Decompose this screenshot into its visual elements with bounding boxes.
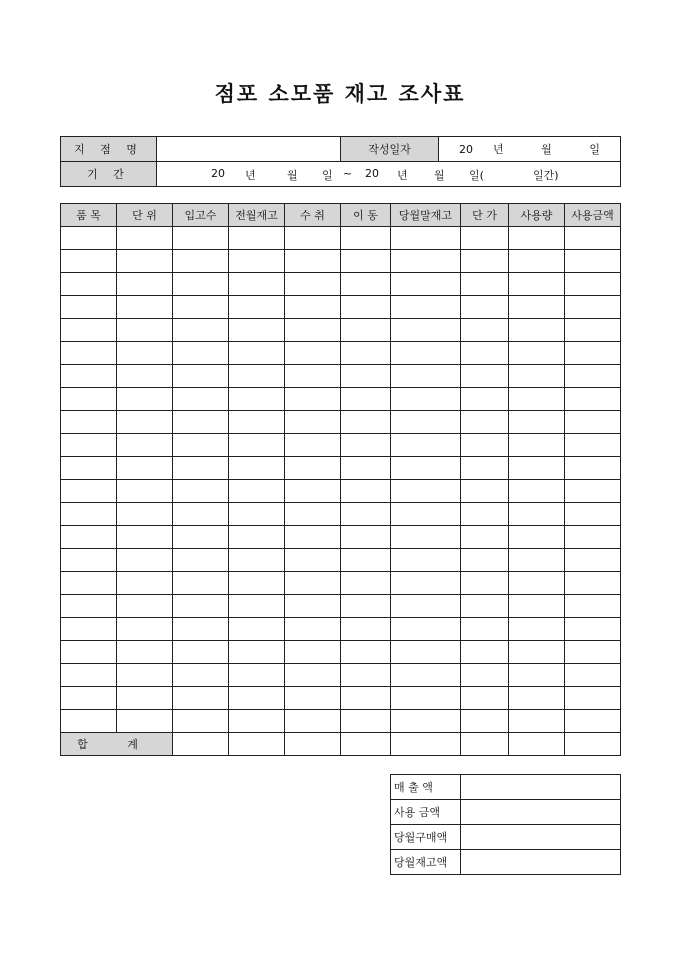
table-cell[interactable]	[461, 296, 509, 319]
table-cell[interactable]	[285, 250, 341, 273]
table-row	[61, 342, 621, 365]
table-cell[interactable]	[565, 526, 621, 549]
table-cell[interactable]	[341, 434, 391, 457]
table-cell[interactable]	[509, 503, 565, 526]
total-cell[interactable]	[341, 733, 391, 756]
table-cell[interactable]	[173, 710, 229, 733]
table-cell[interactable]	[341, 618, 391, 641]
table-cell[interactable]	[173, 549, 229, 572]
table-cell[interactable]	[117, 342, 173, 365]
table-cell[interactable]	[461, 342, 509, 365]
table-cell[interactable]	[229, 250, 285, 273]
table-cell[interactable]	[509, 687, 565, 710]
table-cell[interactable]	[229, 365, 285, 388]
table-cell[interactable]	[461, 388, 509, 411]
period-end-year-unit: 년	[397, 169, 408, 182]
table-cell[interactable]	[229, 342, 285, 365]
table-row	[61, 641, 621, 664]
table-cell[interactable]	[117, 664, 173, 687]
table-cell[interactable]	[173, 296, 229, 319]
table-cell[interactable]	[229, 572, 285, 595]
table-cell[interactable]	[509, 595, 565, 618]
table-cell[interactable]	[285, 710, 341, 733]
table-cell[interactable]	[391, 365, 461, 388]
table-row	[61, 388, 621, 411]
table-cell[interactable]	[341, 273, 391, 296]
summary-row	[391, 825, 621, 850]
table-row	[61, 411, 621, 434]
table-cell[interactable]	[117, 388, 173, 411]
table-cell[interactable]	[391, 457, 461, 480]
table-cell[interactable]	[461, 526, 509, 549]
table-cell[interactable]	[117, 273, 173, 296]
table-cell[interactable]	[391, 549, 461, 572]
table-cell[interactable]	[285, 664, 341, 687]
table-cell[interactable]	[173, 687, 229, 710]
table-cell[interactable]	[565, 273, 621, 296]
branch-field[interactable]	[157, 137, 341, 162]
table-cell[interactable]	[461, 664, 509, 687]
table-cell[interactable]	[173, 250, 229, 273]
table-cell[interactable]	[285, 227, 341, 250]
table-cell[interactable]	[285, 365, 341, 388]
table-row	[61, 572, 621, 595]
table-cell[interactable]	[509, 227, 565, 250]
table-row	[61, 273, 621, 296]
table-cell[interactable]	[229, 296, 285, 319]
table-cell[interactable]	[509, 388, 565, 411]
table-cell[interactable]	[117, 411, 173, 434]
table-cell[interactable]	[229, 388, 285, 411]
table-cell[interactable]	[391, 664, 461, 687]
table-cell[interactable]	[391, 296, 461, 319]
table-cell[interactable]	[117, 434, 173, 457]
table-cell[interactable]	[391, 503, 461, 526]
table-cell[interactable]	[391, 342, 461, 365]
period-field[interactable]	[157, 162, 621, 187]
table-cell[interactable]	[341, 526, 391, 549]
table-cell[interactable]	[173, 342, 229, 365]
table-cell[interactable]	[61, 687, 117, 710]
total-cell[interactable]	[285, 733, 341, 756]
table-cell[interactable]	[509, 710, 565, 733]
summary-row	[391, 850, 621, 875]
table-cell[interactable]	[61, 365, 117, 388]
table-cell[interactable]	[509, 342, 565, 365]
column-header: 이 동	[341, 204, 391, 227]
table-cell[interactable]	[341, 227, 391, 250]
page-title: 점포 소모품 재고 조사표	[214, 81, 466, 106]
branch-label: 지 점 명	[61, 137, 157, 162]
table-cell[interactable]	[117, 227, 173, 250]
table-cell[interactable]	[61, 526, 117, 549]
summary-value[interactable]	[461, 825, 621, 850]
table-cell[interactable]	[173, 434, 229, 457]
table-cell[interactable]	[461, 549, 509, 572]
table-cell[interactable]	[391, 411, 461, 434]
table-cell[interactable]	[565, 641, 621, 664]
table-cell[interactable]	[229, 549, 285, 572]
table-cell[interactable]	[341, 503, 391, 526]
table-cell[interactable]	[509, 480, 565, 503]
total-row	[61, 733, 621, 756]
table-header-row	[61, 204, 621, 227]
table-cell[interactable]	[285, 319, 341, 342]
summary-row	[391, 775, 621, 800]
info-table	[60, 136, 621, 187]
table-cell[interactable]	[173, 572, 229, 595]
table-cell[interactable]	[117, 457, 173, 480]
table-cell[interactable]	[509, 641, 565, 664]
table-cell[interactable]	[173, 480, 229, 503]
table-cell[interactable]	[341, 664, 391, 687]
period-start-day-unit: 일	[322, 169, 333, 182]
table-cell[interactable]	[285, 388, 341, 411]
table-cell[interactable]	[461, 687, 509, 710]
table-cell[interactable]	[61, 273, 117, 296]
table-cell[interactable]	[61, 641, 117, 664]
table-cell[interactable]	[229, 503, 285, 526]
total-label: 합 계	[61, 733, 173, 756]
table-row	[61, 296, 621, 319]
table-cell[interactable]	[229, 319, 285, 342]
table-cell[interactable]	[229, 710, 285, 733]
summary-value[interactable]	[461, 775, 621, 800]
table-row	[61, 434, 621, 457]
table-cell[interactable]	[117, 687, 173, 710]
table-cell[interactable]	[461, 710, 509, 733]
table-cell[interactable]	[173, 388, 229, 411]
table-cell[interactable]	[229, 641, 285, 664]
table-cell[interactable]	[173, 595, 229, 618]
table-cell[interactable]	[61, 664, 117, 687]
table-cell[interactable]	[173, 227, 229, 250]
table-cell[interactable]	[509, 549, 565, 572]
table-row	[61, 618, 621, 641]
table-cell[interactable]	[173, 273, 229, 296]
table-row	[61, 457, 621, 480]
table-cell[interactable]	[229, 434, 285, 457]
table-cell[interactable]	[117, 595, 173, 618]
table-cell[interactable]	[285, 411, 341, 434]
table-cell[interactable]	[461, 227, 509, 250]
table-cell[interactable]	[565, 572, 621, 595]
table-cell[interactable]	[565, 710, 621, 733]
table-row	[61, 480, 621, 503]
table-cell[interactable]	[565, 687, 621, 710]
table-cell[interactable]	[229, 595, 285, 618]
summary-label: 당월구매액	[391, 825, 461, 850]
period-label: 기 간	[61, 162, 157, 187]
table-cell[interactable]	[173, 457, 229, 480]
table-cell[interactable]	[341, 572, 391, 595]
column-header: 사용량	[509, 204, 565, 227]
table-cell[interactable]	[61, 457, 117, 480]
table-cell[interactable]	[461, 365, 509, 388]
inventory-table	[60, 203, 621, 756]
table-cell[interactable]	[565, 549, 621, 572]
column-header: 전월재고	[229, 204, 285, 227]
table-cell[interactable]	[285, 457, 341, 480]
table-row	[61, 365, 621, 388]
table-cell[interactable]	[117, 549, 173, 572]
written-date-field[interactable]	[439, 137, 621, 162]
table-cell[interactable]	[61, 342, 117, 365]
table-cell[interactable]	[565, 664, 621, 687]
table-cell[interactable]	[565, 457, 621, 480]
table-cell[interactable]	[461, 595, 509, 618]
table-cell[interactable]	[61, 595, 117, 618]
table-cell[interactable]	[117, 526, 173, 549]
table-cell[interactable]	[461, 572, 509, 595]
table-cell[interactable]	[509, 411, 565, 434]
table-cell[interactable]	[117, 250, 173, 273]
table-cell[interactable]	[173, 664, 229, 687]
table-cell[interactable]	[565, 319, 621, 342]
table-cell[interactable]	[173, 411, 229, 434]
table-cell[interactable]	[391, 618, 461, 641]
table-cell[interactable]	[285, 595, 341, 618]
table-row	[61, 664, 621, 687]
table-cell[interactable]	[285, 641, 341, 664]
table-row	[61, 687, 621, 710]
table-cell[interactable]	[565, 503, 621, 526]
summary-value[interactable]	[461, 850, 621, 875]
table-cell[interactable]	[341, 296, 391, 319]
table-cell[interactable]	[509, 365, 565, 388]
written-month-unit: 월	[541, 143, 552, 156]
period-end-year: 20	[365, 167, 379, 180]
column-header: 품 목	[61, 204, 117, 227]
table-cell[interactable]	[565, 618, 621, 641]
table-cell[interactable]	[117, 319, 173, 342]
period-start-year-unit: 년	[245, 169, 256, 182]
total-cell[interactable]	[173, 733, 229, 756]
table-cell[interactable]	[565, 296, 621, 319]
table-cell[interactable]	[509, 526, 565, 549]
table-cell[interactable]	[229, 273, 285, 296]
table-cell[interactable]	[461, 457, 509, 480]
table-cell[interactable]	[117, 296, 173, 319]
table-cell[interactable]	[173, 618, 229, 641]
table-row	[61, 549, 621, 572]
table-cell[interactable]	[461, 273, 509, 296]
table-cell[interactable]	[565, 411, 621, 434]
period-end-day-open: 일(	[469, 169, 484, 182]
period-days-close: 일간)	[533, 169, 559, 182]
table-row	[61, 250, 621, 273]
summary-label: 사용 금액	[391, 800, 461, 825]
table-cell[interactable]	[341, 641, 391, 664]
table-cell[interactable]	[173, 526, 229, 549]
table-cell[interactable]	[341, 411, 391, 434]
table-cell[interactable]	[173, 503, 229, 526]
table-cell[interactable]	[117, 618, 173, 641]
table-cell[interactable]	[461, 411, 509, 434]
table-cell[interactable]	[341, 342, 391, 365]
table-cell[interactable]	[61, 227, 117, 250]
table-row	[61, 595, 621, 618]
table-cell[interactable]	[391, 572, 461, 595]
table-cell[interactable]	[391, 595, 461, 618]
column-header: 수 취	[285, 204, 341, 227]
table-cell[interactable]	[61, 388, 117, 411]
table-row	[61, 526, 621, 549]
table-cell[interactable]	[565, 227, 621, 250]
table-cell[interactable]	[61, 572, 117, 595]
table-cell[interactable]	[341, 595, 391, 618]
column-header: 당월말재고	[391, 204, 461, 227]
total-cell[interactable]	[391, 733, 461, 756]
table-cell[interactable]	[117, 710, 173, 733]
table-cell[interactable]	[509, 457, 565, 480]
table-cell[interactable]	[461, 618, 509, 641]
table-cell[interactable]	[61, 250, 117, 273]
table-cell[interactable]	[117, 641, 173, 664]
table-cell[interactable]	[461, 480, 509, 503]
table-cell[interactable]	[341, 549, 391, 572]
column-header: 입고수	[173, 204, 229, 227]
table-cell[interactable]	[229, 664, 285, 687]
period-tilde: ~	[343, 167, 353, 180]
table-cell[interactable]	[229, 618, 285, 641]
table-cell[interactable]	[341, 457, 391, 480]
total-cell[interactable]	[509, 733, 565, 756]
table-cell[interactable]	[509, 572, 565, 595]
table-cell[interactable]	[229, 411, 285, 434]
table-cell[interactable]	[229, 687, 285, 710]
table-cell[interactable]	[509, 434, 565, 457]
table-cell[interactable]	[341, 710, 391, 733]
written-day-unit: 일	[589, 143, 600, 156]
table-cell[interactable]	[565, 250, 621, 273]
table-cell[interactable]	[285, 480, 341, 503]
total-cell[interactable]	[461, 733, 509, 756]
period-end-month-unit: 월	[434, 169, 445, 182]
table-cell[interactable]	[285, 572, 341, 595]
table-cell[interactable]	[391, 480, 461, 503]
table-row	[61, 319, 621, 342]
table-row	[61, 503, 621, 526]
table-cell[interactable]	[565, 365, 621, 388]
period-start-year: 20	[211, 167, 225, 180]
table-cell[interactable]	[391, 319, 461, 342]
table-cell[interactable]	[285, 687, 341, 710]
period-start-month-unit: 월	[287, 169, 298, 182]
table-cell[interactable]	[391, 273, 461, 296]
table-cell[interactable]	[173, 365, 229, 388]
table-cell[interactable]	[565, 342, 621, 365]
table-cell[interactable]	[117, 480, 173, 503]
table-cell[interactable]	[117, 572, 173, 595]
table-cell[interactable]	[391, 250, 461, 273]
table-cell[interactable]	[229, 526, 285, 549]
table-cell[interactable]	[341, 687, 391, 710]
table-cell[interactable]	[229, 227, 285, 250]
table-cell[interactable]	[391, 227, 461, 250]
table-cell[interactable]	[61, 480, 117, 503]
table-cell[interactable]	[61, 434, 117, 457]
written-date-label: 작성일자	[341, 137, 439, 162]
table-cell[interactable]	[461, 434, 509, 457]
table-cell[interactable]	[509, 319, 565, 342]
written-year-unit: 년	[493, 143, 504, 156]
table-cell[interactable]	[461, 250, 509, 273]
table-cell[interactable]	[391, 526, 461, 549]
table-cell[interactable]	[61, 319, 117, 342]
table-cell[interactable]	[229, 457, 285, 480]
table-cell[interactable]	[461, 503, 509, 526]
table-cell[interactable]	[565, 388, 621, 411]
table-cell[interactable]	[117, 365, 173, 388]
table-cell[interactable]	[341, 480, 391, 503]
table-cell[interactable]	[285, 434, 341, 457]
summary-label: 매 출 액	[391, 775, 461, 800]
table-cell[interactable]	[229, 480, 285, 503]
table-cell[interactable]	[565, 434, 621, 457]
table-cell[interactable]	[117, 503, 173, 526]
summary-table	[390, 774, 621, 875]
table-cell[interactable]	[565, 480, 621, 503]
table-cell[interactable]	[341, 250, 391, 273]
table-cell[interactable]	[391, 687, 461, 710]
table-cell[interactable]	[61, 710, 117, 733]
table-cell[interactable]	[509, 296, 565, 319]
summary-value[interactable]	[461, 800, 621, 825]
table-cell[interactable]	[285, 503, 341, 526]
table-cell[interactable]	[341, 319, 391, 342]
table-row	[61, 710, 621, 733]
table-cell[interactable]	[391, 388, 461, 411]
table-cell[interactable]	[285, 273, 341, 296]
table-cell[interactable]	[391, 710, 461, 733]
table-cell[interactable]	[391, 434, 461, 457]
table-cell[interactable]	[61, 411, 117, 434]
table-cell[interactable]	[285, 526, 341, 549]
total-cell[interactable]	[229, 733, 285, 756]
table-cell[interactable]	[341, 365, 391, 388]
table-cell[interactable]	[461, 641, 509, 664]
written-year: 20	[459, 143, 474, 156]
table-cell[interactable]	[391, 641, 461, 664]
table-cell[interactable]	[285, 342, 341, 365]
total-cell[interactable]	[565, 733, 621, 756]
table-cell[interactable]	[173, 641, 229, 664]
column-header: 사용금액	[565, 204, 621, 227]
column-header: 단 가	[461, 204, 509, 227]
table-cell[interactable]	[509, 273, 565, 296]
table-cell[interactable]	[61, 618, 117, 641]
table-cell[interactable]	[61, 549, 117, 572]
table-cell[interactable]	[285, 549, 341, 572]
table-cell[interactable]	[461, 319, 509, 342]
table-cell[interactable]	[509, 250, 565, 273]
table-cell[interactable]	[509, 618, 565, 641]
column-header: 단 위	[117, 204, 173, 227]
table-cell[interactable]	[509, 664, 565, 687]
table-cell[interactable]	[173, 319, 229, 342]
table-row	[61, 227, 621, 250]
table-cell[interactable]	[61, 503, 117, 526]
table-cell[interactable]	[341, 388, 391, 411]
summary-label: 당월재고액	[391, 850, 461, 875]
summary-row	[391, 800, 621, 825]
table-cell[interactable]	[285, 618, 341, 641]
table-cell[interactable]	[285, 296, 341, 319]
table-cell[interactable]	[565, 595, 621, 618]
table-cell[interactable]	[61, 296, 117, 319]
